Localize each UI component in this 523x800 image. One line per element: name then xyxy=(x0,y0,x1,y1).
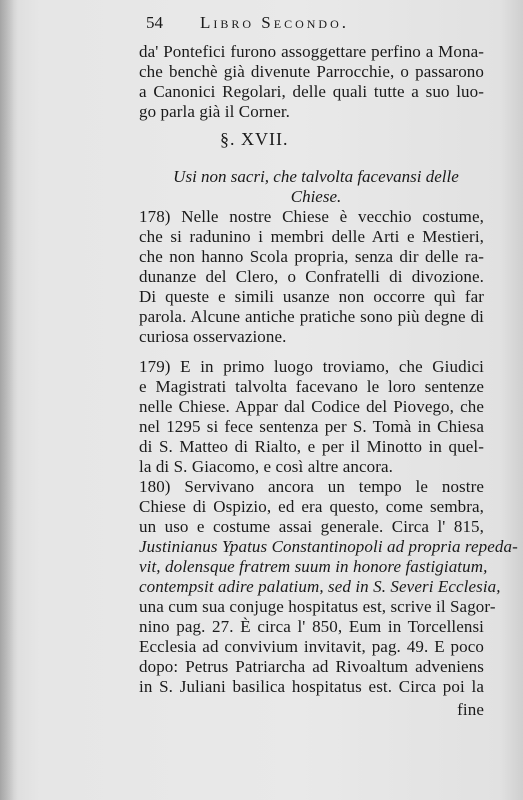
text-line: da' Pontefici furono assoggettare perfino a Mona- xyxy=(139,42,484,61)
text-line: nino pag. 27. È circa l' 850, Eum in Torcellensi xyxy=(139,617,484,636)
text-line: che non hanno Scola propria, senza dir delle ra- xyxy=(139,247,484,266)
text-line: che si radunino i membri delle Arti e Mestieri, xyxy=(139,227,484,246)
page-number: 54 xyxy=(146,13,163,32)
page-fold-shadow xyxy=(0,0,18,800)
catchword: fine xyxy=(457,700,484,719)
text-line: 178) Nelle nostre Chiese è vecchio costume, xyxy=(139,207,484,226)
text-line: contempsit adire palatium, sed in S. Severi Ecclesia, xyxy=(139,577,501,596)
text-line: Justinianus Ypatus Constantinopoli ad propria repeda- xyxy=(139,537,518,556)
page-header xyxy=(146,12,486,34)
text-line: go parla già il Corner. xyxy=(139,102,291,121)
text-line: Chiese di Ospizio, ed era questo, come sembra, xyxy=(139,497,484,516)
text-line: nel 1295 si fece sentenza per S. Tomà in Chiesa xyxy=(139,417,484,436)
text-line: la di S. Giacomo, e così altre ancora. xyxy=(139,457,393,476)
text-line: curiosa osservazione. xyxy=(139,327,287,346)
text-line: nelle Chiese. Appar dal Codice del Piovego, che xyxy=(139,397,484,416)
running-head: Libro Secondo. xyxy=(200,13,350,32)
text-line: Di queste e simili usanze non occorre quì far xyxy=(139,287,484,306)
text-line: dunanze del Clero, o Confratelli di divozione. xyxy=(139,267,484,286)
text-line: un uso e costume assai generale. Circa l' 815, xyxy=(139,517,484,536)
section-subtitle: Usi non sacri, che talvolta facevansi delle Chiese. xyxy=(173,167,459,206)
text-line: in S. Juliani basilica hospitatus est. Circa poi la xyxy=(139,677,484,696)
text-line: una cum sua conjuge hospitatus est, scrive il Sagor- xyxy=(139,597,496,616)
text-line: vit, dolensque fratrem suum in honore fastigiatum, xyxy=(139,557,488,576)
text-line: dopo: Petrus Patriarcha ad Rivoaltum adveniens xyxy=(139,657,484,676)
text-line: che benchè già divenute Parrocchie, o passarono xyxy=(139,62,484,81)
text-line: di S. Matteo di Rialto, e per il Minotto in quel- xyxy=(139,437,484,456)
text-line: 180) Servivano ancora un tempo le nostre xyxy=(139,477,484,496)
text-line: a Canonici Regolari, delle quali tutte a suo luo- xyxy=(139,82,484,101)
text-line: parola. Alcune antiche pratiche sono più degne di xyxy=(139,307,484,326)
text-line: 179) E in primo luogo troviamo, che Giudici xyxy=(139,357,484,376)
text-line: e Magistrati talvolta facevano le loro sentenze xyxy=(139,377,484,396)
text-line: Ecclesia ad convivium invitavit, pag. 49. E poco xyxy=(139,637,484,656)
section-title: §. XVII. xyxy=(220,129,289,149)
